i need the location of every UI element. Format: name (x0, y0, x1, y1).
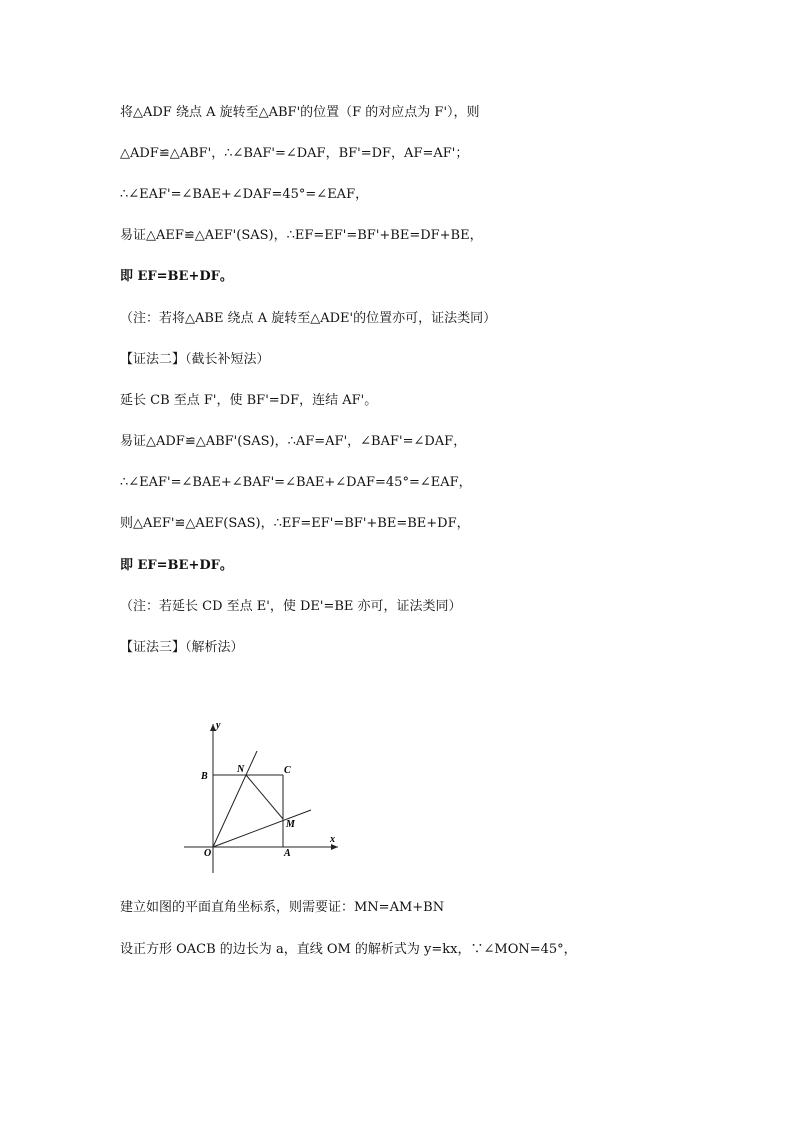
label-y: y (216, 720, 221, 731)
line-10: ∴∠EAF'=∠BAE+∠BAF'=∠BAE+∠DAF=45°=∠EAF， (120, 475, 472, 490)
note-2: （注：若延长 CD 至点 E'，使 DE'=BE 亦可，证法类同） (120, 599, 462, 614)
label-C: C (284, 765, 291, 776)
line-1: 将△ADF 绕点 A 旋转至△ABF'的位置（F 的对应点为 F'），则 (120, 105, 480, 120)
line-after-figure-2: 设正方形 OACB 的边长为 a，直线 OM 的解析式为 y=kx，∵∠MON=45°， (120, 942, 577, 957)
label-B: B (201, 771, 208, 782)
line-4: 易证△AEF≌△AEF'(SAS)，∴EF=EF'=BF'+BE=DF+BE， (120, 228, 483, 243)
segment-NM (246, 775, 283, 819)
heading-proof-2: 【证法二】（截长补短法） (120, 352, 270, 367)
heading-proof-3: 【证法三】（解析法） (120, 640, 244, 655)
label-A: A (284, 848, 291, 859)
label-M: M (286, 819, 295, 830)
line-11: 则△AEF'≌△AEF(SAS)，∴EF=EF'=BF'+BE=BE+DF， (120, 516, 470, 531)
line-2: △ADF≌△ABF'，∴∠BAF'=∠DAF，BF'=DF，AF=AF'； (120, 146, 469, 161)
label-O: O (204, 848, 212, 859)
line-9: 易证△ADF≌△ABF'(SAS)，∴AF=AF'，∠BAF'=∠DAF， (120, 434, 467, 449)
line-after-figure-1: 建立如图的平面直角坐标系，则需要证：MN=AM+BN (120, 900, 445, 915)
label-x: x (330, 834, 335, 845)
note-1: （注：若将△ABE 绕点 A 旋转至△ADE'的位置亦可，证法类同） (120, 311, 497, 326)
line-12: 即 EF=BE+DF。 (120, 558, 233, 573)
line-8: 延长 CB 至点 F'，使 BF'=DF，连结 AF'。 (120, 393, 378, 408)
line-3: ∴∠EAF'=∠BAE+∠DAF=45°=∠EAF， (120, 187, 369, 202)
line-5: 即 EF=BE+DF。 (120, 269, 233, 284)
label-N: N (237, 764, 245, 775)
